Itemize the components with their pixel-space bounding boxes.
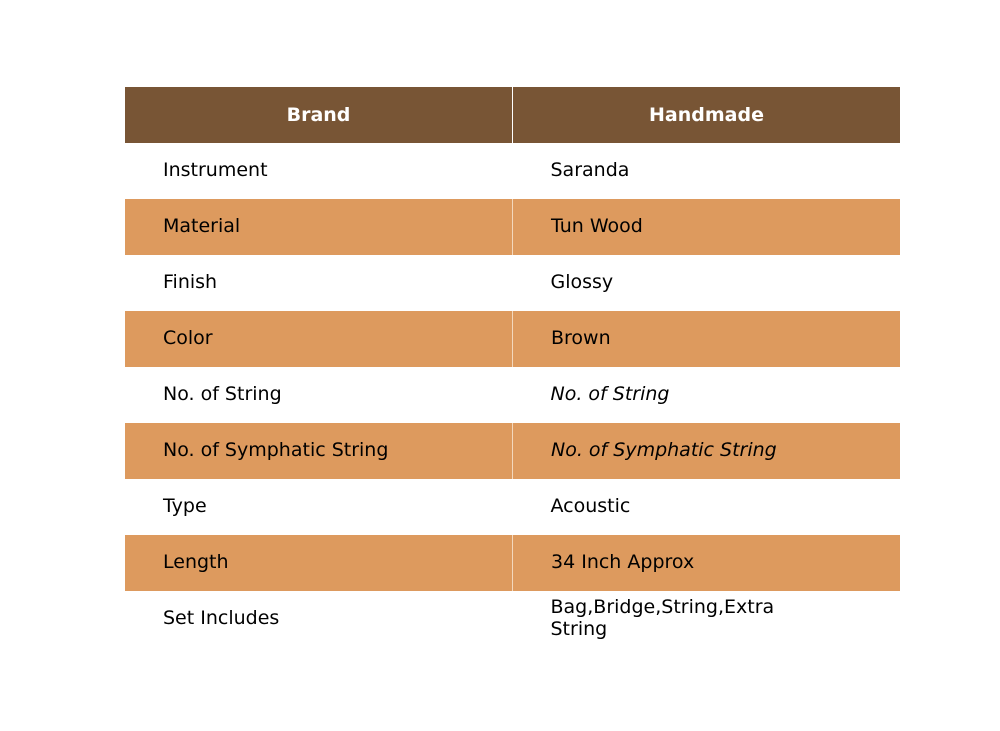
table-row — [125, 255, 900, 311]
row-label: Finish — [125, 255, 513, 311]
table-header-row — [125, 87, 900, 143]
header-handmade: Handmade — [513, 87, 901, 143]
table-row — [125, 367, 900, 423]
row-value: No. of Symphatic String — [513, 423, 901, 479]
table-row — [125, 535, 900, 591]
table-row — [125, 199, 900, 255]
row-label: Instrument — [125, 143, 513, 199]
header-brand: Brand — [125, 87, 513, 143]
row-label: No. of Symphatic String — [125, 423, 513, 479]
row-value: No. of String — [513, 367, 901, 423]
table-row — [125, 423, 900, 479]
table-row — [125, 591, 900, 647]
row-value: 34 Inch Approx — [513, 535, 901, 591]
table-row — [125, 143, 900, 199]
row-label: Material — [125, 199, 513, 255]
row-label: Length — [125, 535, 513, 591]
row-label: No. of String — [125, 367, 513, 423]
row-label: Type — [125, 479, 513, 535]
row-value: Tun Wood — [513, 199, 901, 255]
table-row — [125, 479, 900, 535]
row-value: Bag,Bridge,String,Extra String — [513, 591, 901, 647]
row-value: Brown — [513, 311, 901, 367]
row-label: Color — [125, 311, 513, 367]
product-spec-table — [125, 87, 900, 647]
row-value: Acoustic — [513, 479, 901, 535]
row-value: Glossy — [513, 255, 901, 311]
row-value: Saranda — [513, 143, 901, 199]
row-label: Set Includes — [125, 591, 513, 647]
table-row — [125, 311, 900, 367]
